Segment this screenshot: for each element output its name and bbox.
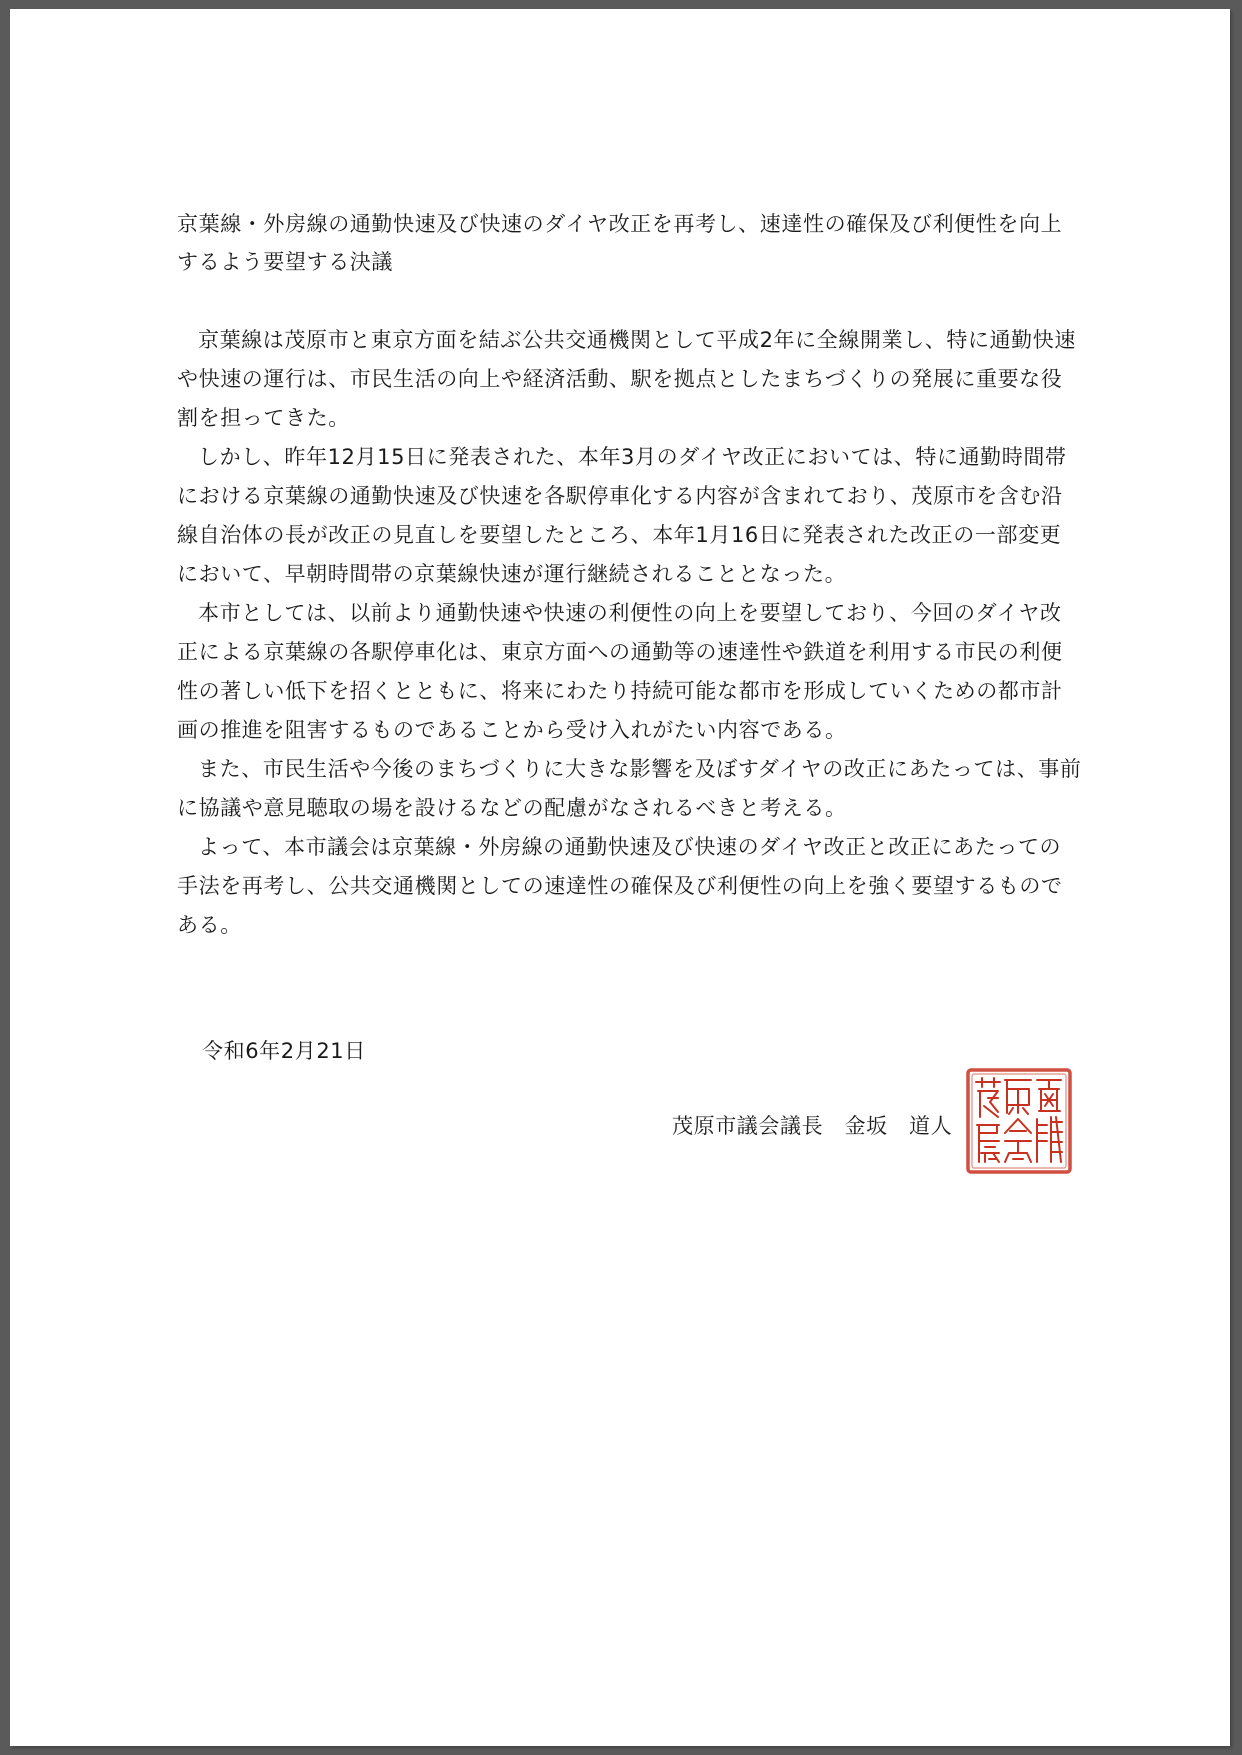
signer-line [672, 1106, 952, 1146]
resolution-body [177, 321, 1082, 945]
paragraph-1: 京葉線は茂原市と東京方面を結ぶ公共交通機関として平成2年に全線開業し、特に通勤快速や快速の運行は、市民生活の向上や経済活動、駅を拠点としたまちづくりの発展に重要な役割を担ってきた。 [177, 328, 1076, 430]
signer-surname: 金坂 [844, 1114, 888, 1138]
signer-position: 茂原市議会議長 [672, 1114, 824, 1138]
paragraph-3: 本市としては、以前より通勤快速や快速の利便性の向上を要望しており、今回のダイヤ改正による京葉線の各駅停車化は、東京方面への通勤等の速達性や鉄道を利用する市民の利便性の著しい低下を招くとともに、将来にわたり持続可能な都市を形成していくための都市計画の推進を阻害するものであることから受け入れがたい内容である。 [177, 601, 1063, 742]
document-page [10, 9, 1230, 1746]
paragraph-2: しかし、昨年12月15日に発表された、本年3月のダイヤ改正においては、特に通勤時間帯における京葉線の通勤快速及び快速を各駅停車化する内容が含まれており、茂原市を含む沿線自治体の長が改正の見直しを要望したところ、本年1月16日に発表された改正の一部変更において、早朝時間帯の京葉線快速が運行継続されることとなった。 [177, 445, 1067, 586]
resolution-date: 令和6年2月21日 [202, 1039, 366, 1063]
signer-given-name: 道人 [908, 1114, 953, 1138]
official-seal-icon [965, 1067, 1073, 1175]
paragraph-5: よって、本市議会は京葉線・外房線の通勤快速及び快速のダイヤ改正と改正にあたっての手法を再考し、公共交通機関としての速達性の確保及び利便性の向上を強く要望するものである。 [177, 835, 1063, 937]
paragraph-4: また、市民生活や今後のまちづくりに大きな影響を及ぼすダイヤの改正にあたっては、事前に協議や意見聴取の場を設けるなどの配慮がなされるべきと考える。 [177, 757, 1082, 820]
resolution-title: 京葉線・外房線の通勤快速及び快速のダイヤ改正を再考し、速達性の確保及び利便性を向上するよう要望する決議 [177, 212, 1063, 274]
